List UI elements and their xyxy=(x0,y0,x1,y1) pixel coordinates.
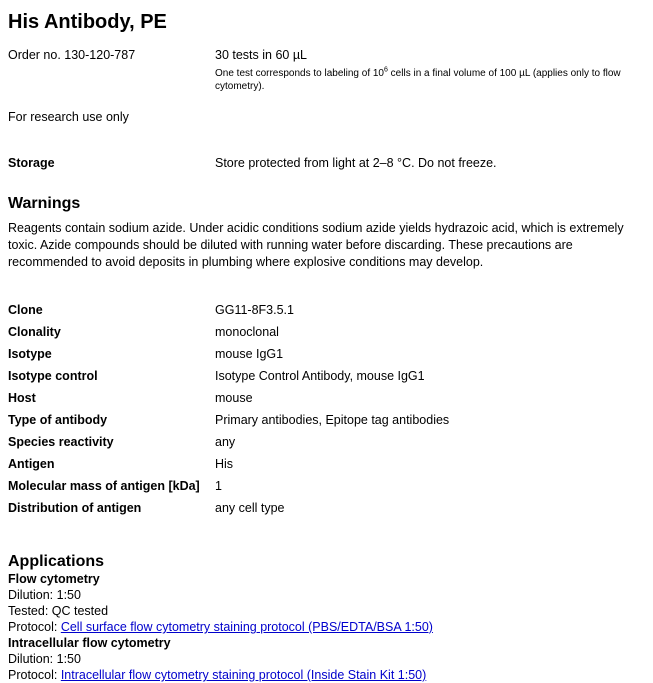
order-number: Order no. 130-120-787 xyxy=(8,48,136,62)
application-title: Flow cytometry xyxy=(8,572,100,586)
order-note-superscript: 6 xyxy=(384,66,388,74)
spec-value: mouse IgG1 xyxy=(215,347,284,361)
page-title: His Antibody, PE xyxy=(8,11,167,33)
spec-value: any cell type xyxy=(215,501,285,515)
spec-row-clone xyxy=(8,299,645,321)
application-protocol-line xyxy=(8,619,645,635)
order-note-text-cont: cells in a final volume of 100 µL (applies only to flow cytometry). xyxy=(215,68,621,92)
application-section-intracellular-flow-cytometry xyxy=(8,635,645,683)
spec-value: 1 xyxy=(215,479,222,493)
application-section-flow-cytometry xyxy=(8,571,645,635)
research-use-statement: For research use only xyxy=(8,110,129,124)
order-size: 30 tests in 60 µL xyxy=(215,48,307,62)
specifications-table xyxy=(8,299,645,519)
order-row xyxy=(8,48,645,93)
spec-label: Isotype control xyxy=(8,369,98,383)
spec-label: Species reactivity xyxy=(8,435,114,449)
spec-row-antigen xyxy=(8,453,645,475)
application-dilution: Dilution: 1:50 xyxy=(8,652,81,666)
application-title: Intracellular flow cytometry xyxy=(8,636,171,650)
order-note-text: One test corresponds to labeling of 10 xyxy=(215,68,384,79)
cell-surface-protocol-link[interactable]: Cell surface flow cytometry staining protocol (PBS/EDTA/BSA 1:50) xyxy=(60,620,433,634)
order-note xyxy=(215,67,645,93)
warnings-text: Reagents contain sodium azide. Under acidic conditions sodium azide yields hydrazoic acid, which is extremely toxic. Azide compounds should be diluted with running water before discarding. These precautions are recommended to avoid deposits in plumbing where explosive conditions may develop. xyxy=(8,221,624,269)
spec-row-isotype xyxy=(8,343,645,365)
spec-value: Primary antibodies, Epitope tag antibodies xyxy=(215,413,450,427)
warnings-heading: Warnings xyxy=(8,195,81,212)
storage-row xyxy=(8,156,645,170)
spec-value: Isotype Control Antibody, mouse IgG1 xyxy=(215,369,425,383)
storage-value: Store protected from light at 2–8 °C. Do not freeze. xyxy=(215,156,497,170)
storage-label: Storage xyxy=(8,156,55,170)
spec-label: Isotype xyxy=(8,347,52,361)
spec-label: Type of antibody xyxy=(8,413,108,427)
spec-label: Antigen xyxy=(8,457,55,471)
spec-row-molecular-mass xyxy=(8,475,645,497)
spec-row-distribution xyxy=(8,497,645,519)
spec-value: any xyxy=(215,435,236,449)
spec-label: Clone xyxy=(8,303,43,317)
spec-value: His xyxy=(215,457,234,471)
order-size-block xyxy=(215,48,645,93)
spec-value: monoclonal xyxy=(215,325,279,339)
spec-row-species-reactivity xyxy=(8,431,645,453)
protocol-label: Protocol: xyxy=(8,620,61,634)
application-dilution: Dilution: 1:50 xyxy=(8,588,81,602)
spec-row-isotype-control xyxy=(8,365,645,387)
intracellular-protocol-link[interactable]: Intracellular flow cytometry staining protocol (Inside Stain Kit 1:50) xyxy=(60,668,427,682)
spec-value: GG11-8F3.5.1 xyxy=(215,303,294,317)
applications-heading: Applications xyxy=(8,553,105,570)
protocol-label: Protocol: xyxy=(8,668,61,682)
spec-row-type-of-antibody xyxy=(8,409,645,431)
application-protocol-line xyxy=(8,667,645,683)
spec-label: Distribution of antigen xyxy=(8,501,142,515)
spec-value: mouse xyxy=(215,391,253,405)
spec-label: Molecular mass of antigen [kDa] xyxy=(8,479,200,493)
spec-row-clonality xyxy=(8,321,645,343)
spec-label: Clonality xyxy=(8,325,61,339)
spec-row-host xyxy=(8,387,645,409)
application-tested: Tested: QC tested xyxy=(8,604,109,618)
spec-label: Host xyxy=(8,391,36,405)
